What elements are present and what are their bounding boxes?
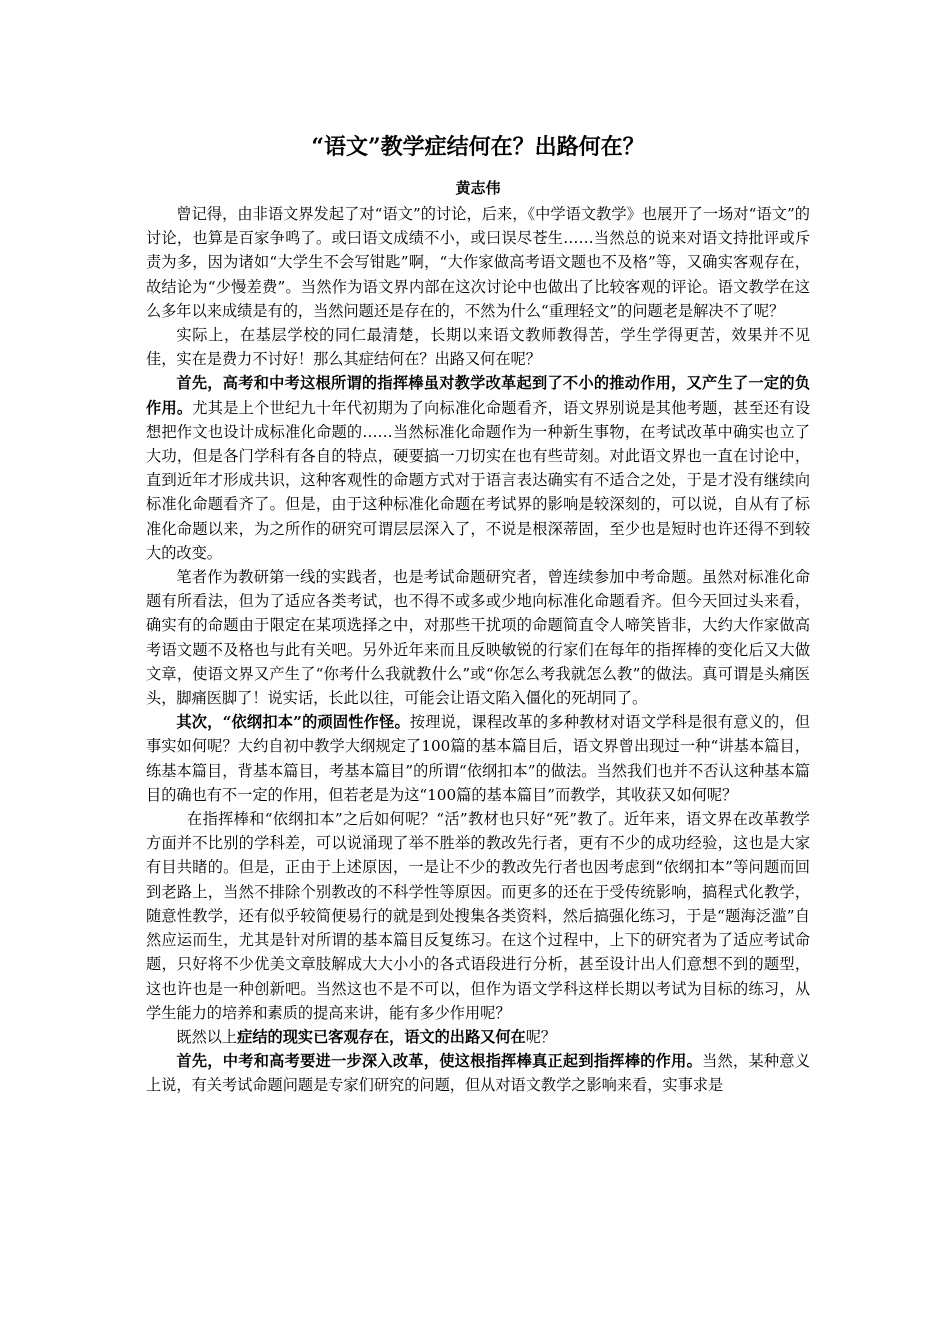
paragraph-bold-lead: 首先，高考和中考这根所谓的指挥棒虽对教学改革起到了不小的推动作用，又产生了一定的负作用。 xyxy=(146,374,810,417)
paragraph-text: 实际上，在基层学校的同仁最清楚，长期以来语文教师教得苦，学生学得更苦，效果并不见佳，实在是费力不讨好！那么其症结何在？出路又何在呢？ xyxy=(146,326,810,369)
paragraph-text: 尤其是上个世纪九十年代初期为了向标准化命题看齐，语文界别说是其他考题，甚至还有设想把作文也设计成标准化命题的……当然标准化命题作为一种新生事物，在考试改革中确实也立了大功，但是各门学科有各自的特点，硬要搞一刀切实在也有些苛刻。对此语文界也一直在讨论中，直到近年才形成共识，这种客观性的命题方式对于语言表达确实有不适合之处，于是才没有继续向标准化命题看齐了。但是，由于这种标准化命题在考试界的影响是较深刻的，可以说，自从有了标准化命题以来，为之所作的研究可谓层层深入了，不说是根深蒂固，至少也是短时也许还得不到较大的改变。 xyxy=(146,398,810,562)
paragraph-2 xyxy=(146,323,810,371)
paragraph-bold-lead: 其次，“依纲扣本”的顽固性作怪。 xyxy=(176,713,410,732)
paragraph-bold-lead: 首先，中考和高考要进一步深入改革，使这根指挥棒真正起到指挥棒的作用。 xyxy=(176,1052,703,1071)
paragraph-8 xyxy=(146,1049,810,1097)
paragraph-text: 当然，某种意义上说，有关考试命题问题是专家们研究的问题，但从对语文教学之影响来看，实事求是 xyxy=(146,1052,811,1095)
paragraph-5 xyxy=(146,710,810,807)
paragraph-6 xyxy=(146,807,810,1025)
paragraph-1 xyxy=(146,202,810,323)
paragraph-text: 按理说，课程改革的多种教材对语文学科是很有意义的，但事实如何呢？大约自初中教学大纲规定了100篇的基本篇目后，语文界曾出现过一种“讲基本篇目，练基本篇目，背基本篇目，考基本篇目”的所谓“依纲扣本”的做法。当然我们也并不否认这种基本篇目的确也有不一定的作用，但若老是为这“100篇的基本篇目”而教学，其收获又如何呢？ xyxy=(146,713,810,804)
paragraph-tail: 呢？ xyxy=(525,1027,557,1046)
paragraph-text: 曾记得，由非语文界发起了对“语文”的讨论，后来，《中学语文教学》也展开了一场对“语文”的讨论，也算是百家争鸣了。或曰语文成绩不小，或曰误尽苍生……当然总的说来对语文持批评或斥责为多，因为诸如“大学生不会写钳匙”啊，“大作家做高考语文题也不及格”等，又确实客观存在，故结论为“少慢差费”。当然作为语文界内部在这次讨论中也做出了比较客观的评论。语文教学在这么多年以来成绩是有的，当然问题还是存在的，不然为什么“重理轻文”的问题老是解决不了呢？ xyxy=(146,205,810,320)
paragraph-text: 在指挥棒和“依纲扣本”之后如何呢？“活”教材也只好“死”教了。近年来，语文界在改革教学方面并不比别的学科差，可以说涌现了举不胜举的教改先行者，更有不少的成功经验，这也是大家有目共睹的。但是，正由于上述原因，一是让不少的教改先行者也因考虑到“依纲扣本”等问题而回到老路上，当然不排除个别教改的不科学性等原因。而更多的还在于受传统影响，搞程式化教学，随意性教学，还有似乎较简便易行的就是到处搜集各类资料，然后搞强化练习，于是“题海泛滥”自然应运而生，尤其是针对所谓的基本篇目反复练习。在这个过程中，上下的研究者为了适应考试命题，只好将不少优美文章肢解成大大小小的各式语段进行分析，甚至设计出人们意想不到的题型，这也许也是一种创新吧。当然这也不是不可以，但作为语文学科这样长期以考试为目标的练习，从学生能力的培养和素质的提高来讲，能有多少作用呢？ xyxy=(146,810,810,1022)
paragraph-7 xyxy=(146,1025,810,1049)
paragraph-text: 笔者作为教研第一线的实践者，也是考试命题研究者，曾连续参加中考命题。虽然对标准化命题有所看法，但为了适应各类考试，也不得不或多或少地向标准化命题看齐。但今天回过头来看，确实有的命题由于限定在某项选择之中，对那些干扰项的命题简直令人啼笑皆非，大约大作家做高考语文题不及格也与此有关吧。另外近年来而且反映敏锐的行家们在每年的指挥棒的变化后又大做文章，使语文界又产生了“你考什么我就教什么”或“你怎么考我就怎么教”的做法。真可谓是头痛医头，脚痛医脚了！说实话，长此以往，可能会让语文陷入僵化的死胡同了。 xyxy=(146,568,810,708)
paragraph-bold-middle: 症结的现实已客观存在，语文的出路又何在 xyxy=(237,1027,526,1046)
paragraph-4 xyxy=(146,565,810,710)
document-page xyxy=(146,132,810,1098)
article-title: “语文”教学症结何在？出路何在？ xyxy=(311,134,645,160)
paragraph-text: 既然以上 xyxy=(176,1027,238,1046)
article-author: 黄志伟 xyxy=(455,179,501,197)
paragraph-3 xyxy=(146,371,810,565)
